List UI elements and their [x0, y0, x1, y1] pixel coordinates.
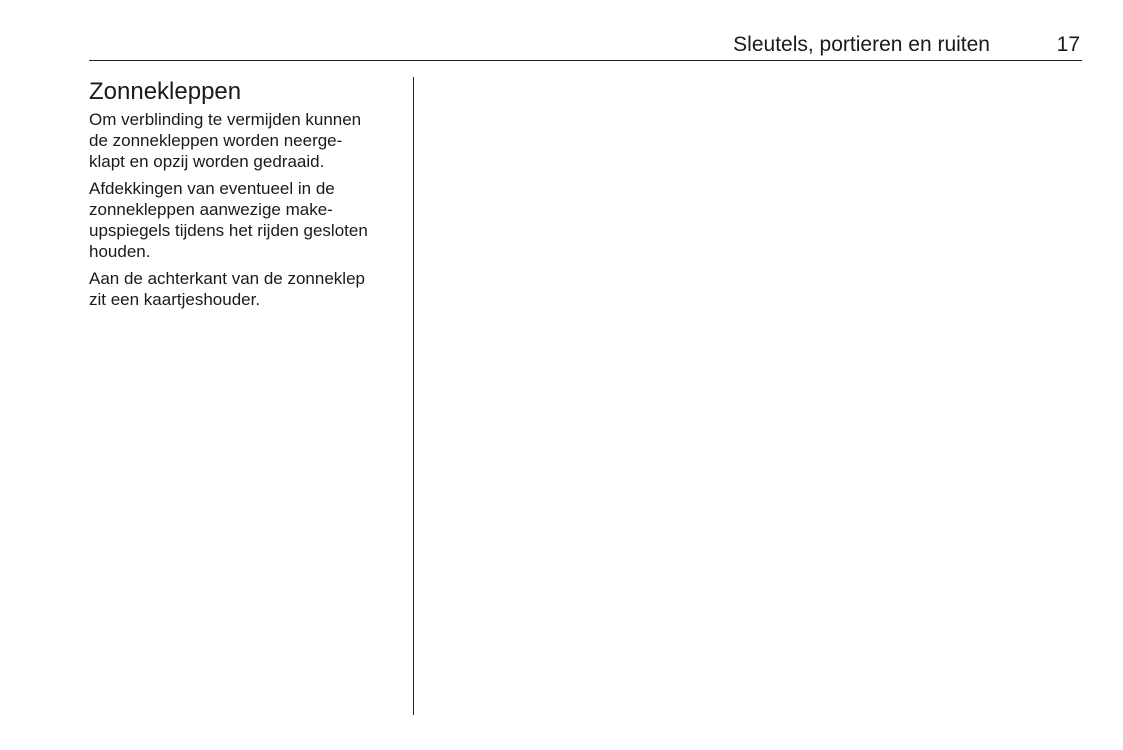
text-line: Afdekkingen van eventueel in de: [89, 179, 335, 198]
text-line: de zonnekleppen worden neerge-: [89, 131, 343, 150]
section-heading: Zonnekleppen: [89, 78, 242, 105]
running-header: [89, 30, 1082, 61]
paragraph-card-holder: [89, 268, 401, 310]
text-line: Aan de achterkant van de zonneklep: [89, 269, 365, 288]
page-number: 17: [1056, 33, 1080, 56]
column-divider: [413, 77, 414, 715]
text-line: houden.: [89, 242, 151, 261]
text-line: klapt en opzij worden gedraaid.: [89, 152, 325, 171]
paragraph-glare: [89, 109, 401, 172]
text-line: zit een kaartjeshouder.: [89, 290, 261, 309]
text-line: zonnekleppen aanwezige make-: [89, 200, 333, 219]
left-column: [89, 77, 401, 316]
text-line: upspiegels tijdens het rijden gesloten: [89, 221, 368, 240]
paragraph-mirror-covers: [89, 178, 401, 262]
chapter-title: Sleutels, portieren en ruiten: [733, 33, 990, 56]
text-line: Om verblinding te vermijden kunnen: [89, 110, 362, 129]
